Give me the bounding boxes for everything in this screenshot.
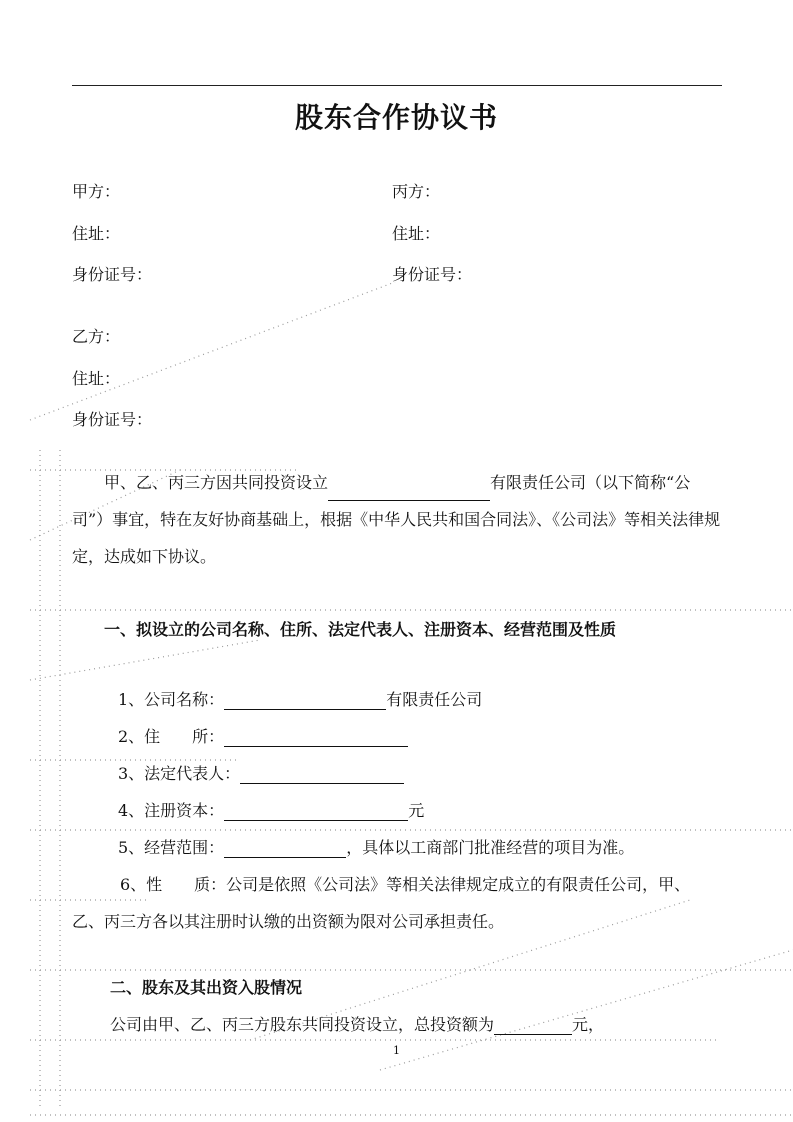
item-legal-rep [118,764,404,784]
item-capital-label: 4、注册资本： [118,801,225,820]
item-scope-suffix: ，具体以工商部门批准经营的项目为准。 [346,838,635,857]
intro-text-1: 甲、乙、丙三方因共同投资设立 [104,473,329,492]
item-company-name-blank [224,693,386,710]
item-address [118,727,408,747]
item-capital-blank [224,804,408,821]
party-bing-id-label: 身份证号： [392,265,473,284]
item-company-name [118,690,482,710]
item-company-name-label: 1、公司名称： [118,690,225,709]
page-number: 1 [393,1044,400,1057]
party-yi-id-label: 身份证号： [72,410,153,429]
total-investment-blank [494,1018,572,1035]
item-legal-rep-blank [240,767,404,784]
company-name-blank [328,484,490,501]
item-scope [118,838,634,858]
section1-heading: 一、拟设立的公司名称、住所、法定代表人、注册资本、经营范围及性质 [104,620,617,639]
item-capital [118,801,424,821]
item-capital-suffix: 元 [408,801,425,820]
intro-text-2: 有限责任公司（以下简称“公司”）事宜，特在友好协商基础上，根据《中华人民共和国合同法》、《公司法》等相关法律规定，达成如下协议。 [72,473,721,566]
intro-paragraph [72,464,722,575]
party-jia-label: 甲方： [72,182,121,201]
item-scope-blank [224,841,346,858]
party-jia-address-label: 住址： [72,224,121,243]
section2-heading: 二、股东及其出资入股情况 [110,978,303,997]
document-title: 股东合作协议书 [294,101,498,134]
party-bing-address-label: 住址： [392,224,441,243]
party-jia-id-label: 身份证号： [72,265,153,284]
item-address-label: 2、住 所： [118,727,225,746]
item-nature: 6、性 质：公司是依照《公司法》等相关法律规定成立的有限责任公司，甲、乙、丙三方各以其注册时认缴的出资额为限对公司承担责任。 [72,875,691,931]
party-yi-label: 乙方： [72,327,121,346]
party-yi-address-label: 住址： [72,369,121,388]
party-bing-label: 丙方： [392,182,441,201]
section2-line [110,1015,604,1035]
item-scope-label: 5、经营范围： [118,838,225,857]
top-rule [72,85,722,86]
item-company-name-suffix: 有限责任公司 [386,690,483,709]
item-legal-rep-label: 3、法定代表人： [118,764,241,783]
item-address-blank [224,730,408,747]
section2-text-2: 元， [572,1015,605,1034]
section2-text-1: 公司由甲、乙、丙三方股东共同投资设立，总投资额为 [110,1015,495,1034]
